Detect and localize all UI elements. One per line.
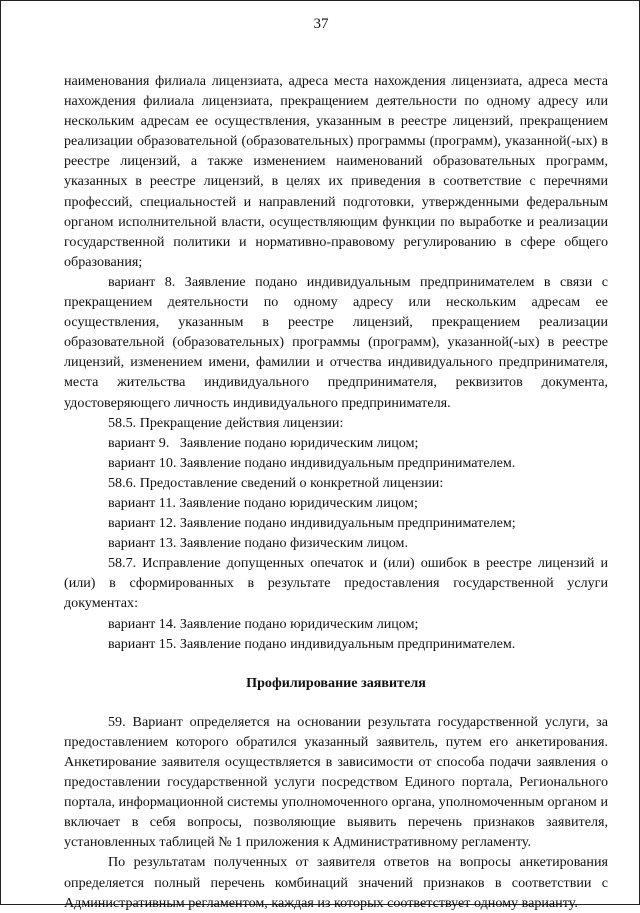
variant-12: вариант 12. Заявление подано индивидуальным предпринимателем; — [108, 515, 516, 532]
variant-10: вариант 10. Заявление подано индивидуальным предпринимателем. — [108, 454, 516, 471]
document-body — [64, 71, 608, 913]
section-heading: Профилирование заявителя — [246, 674, 426, 691]
section-58-5: 58.5. Прекращение действия лицензии: — [108, 414, 344, 431]
variant-14: вариант 14. Заявление подано юридическим лицом; — [108, 615, 419, 632]
section-58-6: 58.6. Предоставление сведений о конкретной лицензии: — [108, 474, 444, 491]
paragraph-59: 59. Вариант определяется на основании результата государственной услуги, за предоставлением которого обратился указанный заявитель, путем его анкетирования. Анкетирование заявителя осуществляется в зависимости от способа подачи заявления о предоставлении государственной услуги посредством Единого портала, Регионального портала, информационной системы уполномоченного органа, уполномоченным органом и включает в себя вопросы, позволяющие выявить перечень признаков заявителя, установленных таблицей № 1 приложения к Административному регламенту. — [64, 713, 608, 851]
page-number: 37 — [313, 16, 329, 32]
variant-8: вариант 8. Заявление подано индивидуальным предпринимателем в связи с прекращением деятельности по одному адресу или нескольким адресам ее осуществления, указанным в реестре лицензий, прекращением реализации образовательной (образовательных) программы (программ), указанной(-ых) в реестре лицензий, изменением имени, фамилии и отчества индивидуального предпринимателя, места жительства индивидуального предпринимателя, реквизитов документа, удостоверяющего личность индивидуального предпринимателя. — [64, 273, 608, 411]
variant-11: вариант 11. Заявление подано юридическим лицом; — [108, 494, 418, 511]
variant-9: вариант 9. Заявление подано юридическим лицом; — [108, 434, 419, 451]
paragraph-continuation: наименования филиала лицензиата, адреса места нахождения лицензиата, адреса места нахождения филиала лицензиата, прекращением деятельности по одному адресу или нескольким адресам ее осуществления, указанным в реестре лицензий, прекращением реализации образовательной (образовательных) программы (программ), указанной(-ых) в реестре лицензий, а также изменением наименований образовательных программ, указанных в реестре лицензий, в целях их приведения в соответствие с перечнями профессий, специальностей и направлений подготовки, утвержденными федеральным органом исполнительной власти, осуществляющим функции по выработке и реализации государственной политики и нормативно-правовому регулированию в сфере общего образования; — [64, 73, 608, 270]
variant-15: вариант 15. Заявление подано индивидуальным предпринимателем. — [108, 635, 516, 652]
variant-13: вариант 13. Заявление подано физическим лицом. — [108, 535, 408, 552]
paragraph-final: По результатам полученных от заявителя ответов на вопросы анкетирования определяется полный перечень комбинаций значений признаков в соответствии с Административным регламентом, каждая из которых соответствует одному варианту. — [64, 854, 608, 911]
section-58-7: 58.7. Исправление допущенных опечаток и (или) ошибок в реестре лицензий и (или) в сформированных в результате предоставления государственной услуги документах: — [64, 555, 608, 612]
variants-block — [64, 272, 608, 913]
